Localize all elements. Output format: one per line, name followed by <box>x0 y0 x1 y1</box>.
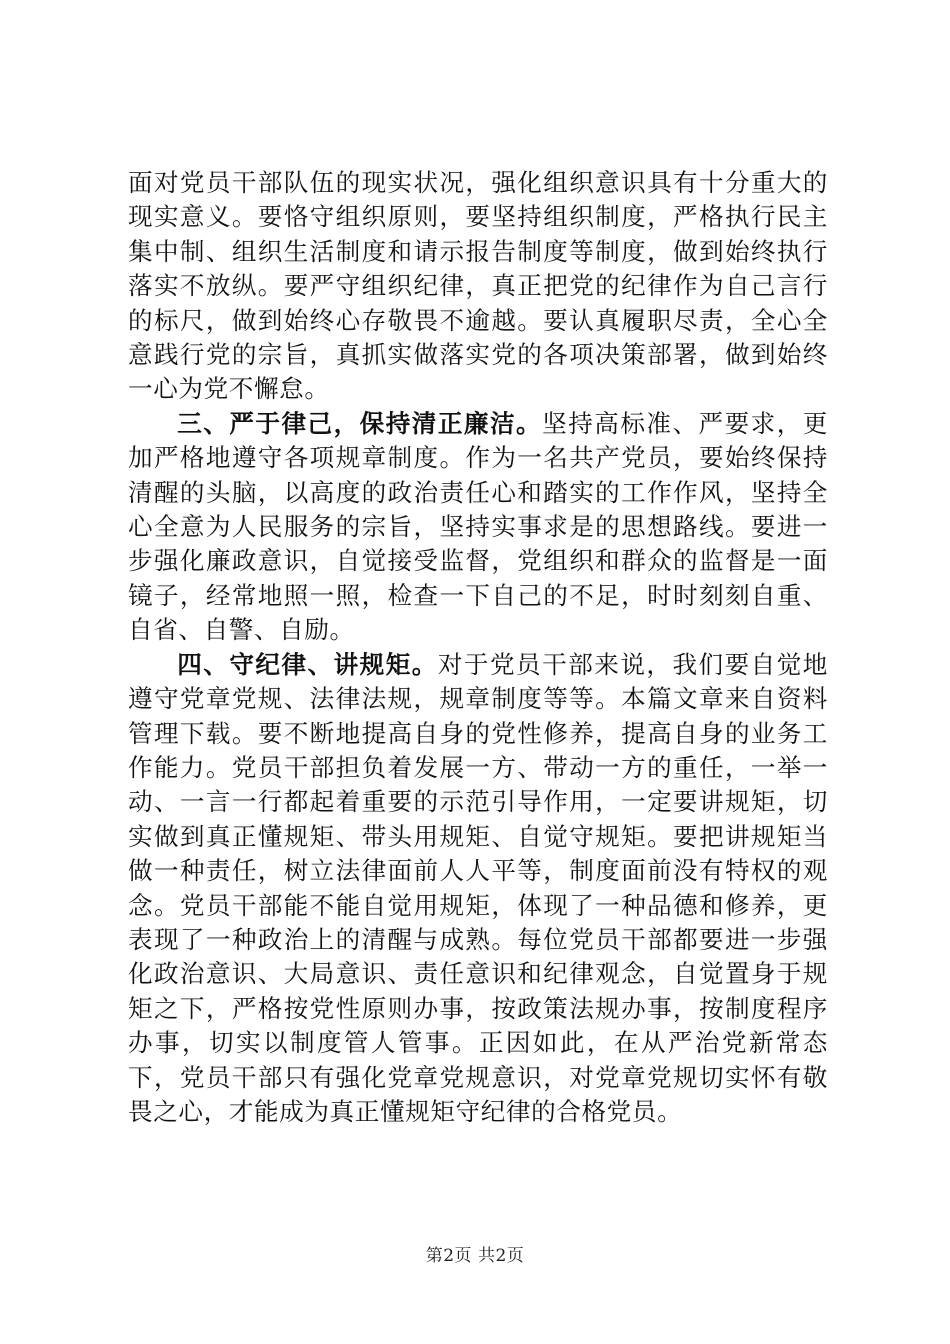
paragraph-intro <box>128 166 828 407</box>
page-footer <box>0 1245 950 1267</box>
paragraph-text: 对于党员干部来说，我们要自觉地遵守党章党规、法律法规，规章制度等等。本篇文章来自资料管理下载。要不断地提高自身的党性修养，提高自身的业务工作能力。党员干部担负着发展一方、带动一方的重任，一举一动、一言一行都起着重要的示范引导作用，一定要讲规矩，切实做到真正懂规矩、带头用规矩、自觉守规矩。要把讲规矩当做一种责任，树立法律面前人人平等，制度面前没有特权的观念。党员干部能不能自觉用规矩，体现了一种品德和修养，更表现了一种政治上的清醒与成熟。每位党员干部都要进一步强化政治意识、大局意识、责任意识和纪律观念，自觉置身于规矩之下，严格按党性原则办事，按政策法规办事，按制度程序办事，切实以制度管人管事。正因如此，在从严治党新常态下，党员干部只有强化党章党规意识，对党章党规切实怀有敬畏之心，才能成为真正懂规矩守纪律的合格党员。 <box>128 649 828 1126</box>
document-body <box>128 166 828 1129</box>
paragraph-text: 面对党员干部队伍的现实状况，强化组织意识具有十分重大的现实意义。要恪守组织原则，要坚持组织制度，严格执行民主集中制、组织生活制度和请示报告制度等制度，做到始终执行落实不放纵。要严守组织纪律，真正把党的纪律作为自己言行的标尺，做到始终心存敬畏不逾越。要认真履职尽责，全心全意践行党的宗旨，真抓实做落实党的各项决策部署，做到始终一心为党不懈怠。 <box>128 168 828 404</box>
paragraph-section-four <box>128 648 828 1130</box>
page-number: 第2页 共2页 <box>425 1246 525 1266</box>
paragraph-text: 坚持高标准、严要求，更加严格地遵守各项规章制度。作为一名共产党员，要始终保持清醒的头脑，以高度的政治责任心和踏实的工作作风，坚持全心全意为人民服务的宗旨，坚持实事求是的思想路线。要进一步强化廉政意识，自觉接受监督，党组织和群众的监督是一面镜子，经常地照一照，检查一下自己的不足，时时刻刻自重、自省、自警、自励。 <box>128 408 828 645</box>
section-heading: 三、严于律己，保持清正廉洁。 <box>177 408 543 438</box>
section-heading: 四、守纪律、讲规矩。 <box>177 649 438 679</box>
paragraph-section-three <box>128 407 828 648</box>
